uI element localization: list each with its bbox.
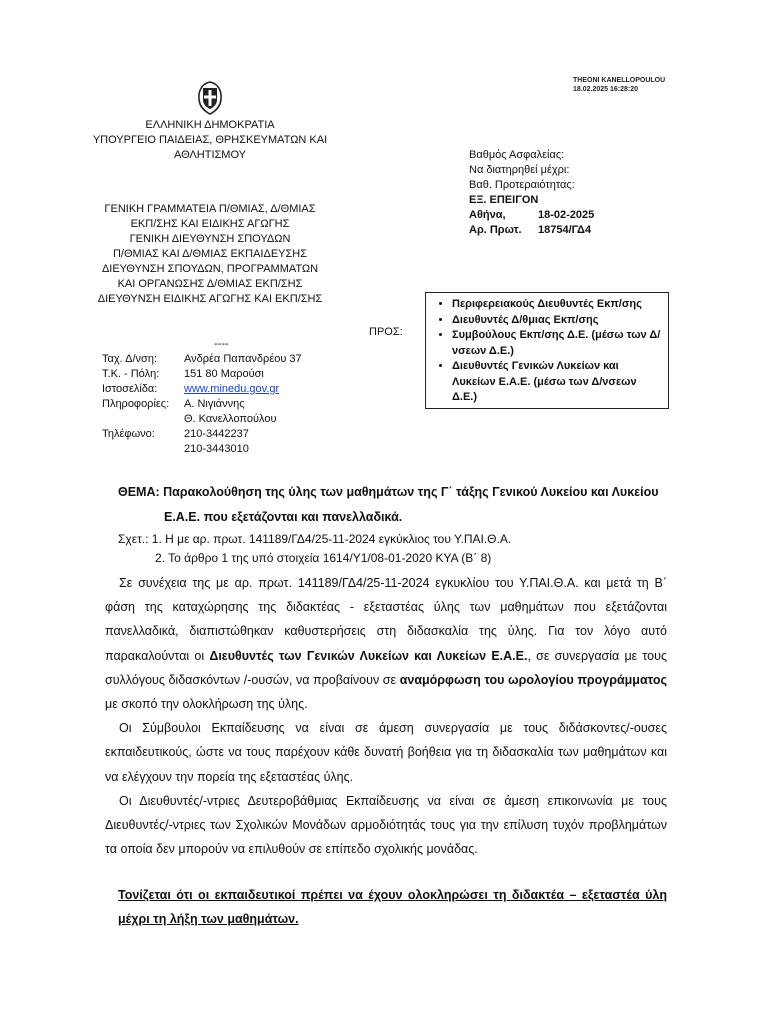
postal-value: 151 80 Μαρούσι <box>184 368 264 380</box>
country-name: ΕΛΛΗΝΙΚΗ ΔΗΜΟΚΡΑΤΙΑ <box>145 119 275 131</box>
signature-name: THEONI KANELLOPOULOU <box>573 77 666 84</box>
website-link[interactable]: www.minedu.gov.gr <box>184 383 280 395</box>
signature-timestamp: 18.02.2025 16:28:20 <box>573 86 638 93</box>
info-person-1: Α. Νιγιάννης <box>184 398 245 410</box>
body-paragraph-3: Οι Διευθυντές/-ντριες Δευτεροβάθμιας Εκπαίδευσης να είναι σε άμεση επικοινωνία με τους Διευθυντές/-ντριες των Σχολικών Μονάδων αρμοδιότητάς τους για την επίλυση τυχόν προβλημάτων τα οποία δεν μπορούν να επιλυθούν σε επίπεδο σχολικής μονάδας. <box>105 793 667 857</box>
urgent-badge: ΕΞ. ΕΠΕΙΓΟΝ <box>469 194 539 206</box>
digital-signature <box>573 76 665 94</box>
document-body <box>105 571 667 861</box>
final-emphasis: Τονίζεται ότι οι εκπαιδευτικοί πρέπει να έχουν ολοκληρώσει τη διδακτέα – εξεταστέα ύλη μέχρι τη λήξη των μαθημάτων. <box>118 888 667 926</box>
info-person-2: Θ. Κανελλοπούλου <box>184 413 277 425</box>
protocol-number: 18754/ΓΔ4 <box>538 224 592 236</box>
to-label: ΠΡΟΣ: <box>369 326 403 338</box>
emphasis-principals: Διευθυντές των Γενικών Λυκείων και Λυκείων Ε.Α.Ε. <box>209 648 528 663</box>
body-paragraph-1 <box>105 571 667 716</box>
text-run: με σκοπό την ολοκλήρωση της ύλης. <box>105 697 308 712</box>
text-run: Σε συνέχεια της με αρ. πρωτ. 141189/ΓΔ4/25-11-2024 εγκυκλίου του Υ.ΠΑΙ.Θ.Α. και μετά τη Β΄ φάση της καταχώρησης της διδακτέας - εξεταστέας ύλης των μαθημάτων που εξετάζονται πανελλαδικά, διαπιστώθηκαν καθυστερήσεις στη διδασκαλία της ύλης. Για τον λόγο αυτό παρακαλούνται οι <box>105 576 667 663</box>
priority-level: Βαθ. Προτεραιότητας: <box>469 179 575 191</box>
phone-1: 210-3442237 <box>184 428 249 440</box>
subject-line2: Ε.Α.Ε. που εξετάζονται και πανελλαδικά. <box>164 510 403 524</box>
document-date: 18-02-2025 <box>538 209 595 221</box>
phone-label: Τηλέφωνο: <box>102 428 155 440</box>
phone-2: 210-3443010 <box>184 443 249 455</box>
document-meta <box>469 148 594 238</box>
address-value: Ανδρέα Παπανδρέου 37 <box>184 353 302 365</box>
city-label: Αθήνα, <box>469 209 506 221</box>
security-level: Βαθμός Ασφαλείας: <box>469 149 565 161</box>
recipient-item: • Διευθυντές Δ/θμιας Εκπ/σης <box>452 313 662 329</box>
subject-line1: ΘΕΜΑ: Παρακολούθηση της ύλης των μαθημάτων της Γ΄ τάξης Γενικού Λυκείου και Λυκείου <box>118 485 659 499</box>
info-label: Πληροφορίες: <box>102 398 170 410</box>
emphasis-schedule: αναμόρφωση του ωρολογίου προγράμματος <box>399 672 667 687</box>
contact-info <box>102 352 302 457</box>
keep-until: Να διατηρηθεί μέχρι: <box>469 164 570 176</box>
separator: ---- <box>214 338 229 350</box>
recipient-item: • Συμβούλους Εκπ/σης Δ.Ε. (μέσω των Δ/νσεων Δ.Ε.) <box>452 328 662 359</box>
department-line: Π/ΘΜΙΑΣ ΚΑΙ Δ/ΘΜΙΑΣ ΕΚΠΑΙΔΕΥΣΗΣ <box>112 248 308 260</box>
department-line: ΔΙΕΥΘΥΝΣΗ ΣΠΟΥΔΩΝ, ΠΡΟΓΡΑΜΜΑΤΩΝ <box>101 263 319 275</box>
department-line: ΕΚΠ/ΣΗΣ ΚΑΙ ΕΙΔΙΚΗΣ ΑΓΩΓΗΣ <box>130 218 290 230</box>
reference-1: Σχετ.: 1. Η με αρ. πρωτ. 141189/ΓΔ4/25-11-2024 εγκύκλιος του Υ.ΠΑΙ.Θ.Α. <box>118 532 512 546</box>
department-block <box>80 202 340 307</box>
department-line: ΓΕΝΙΚΗ ΔΙΕΥΘΥΝΣΗ ΣΠΟΥΔΩΝ <box>129 233 291 245</box>
recipients-box <box>425 292 669 409</box>
references <box>118 530 511 568</box>
subject <box>118 480 678 530</box>
greek-coat-of-arms-icon <box>192 80 228 116</box>
ministry-name-line2: ΑΘΛΗΤΙΣΜΟΥ <box>173 149 247 161</box>
reference-2: 2. Το άρθρο 1 της υπό στοιχεία 1614/Υ1/08-01-2020 ΚΥΑ (Β΄ 8) <box>155 551 492 565</box>
text-run: , σε συνεργασία με τους συλλόγους διδασκόντων /-ουσών, να προβαίνουν σε <box>105 648 667 687</box>
website-label: Ιστοσελίδα: <box>102 383 158 395</box>
recipient-item: • Περιφερειακούς Διευθυντές Εκπ/σης <box>452 297 662 313</box>
body-paragraph-2: Οι Σύμβουλοι Εκπαίδευσης να είναι σε άμεση συνεργασία με τους διδάσκοντες/-ουσες εκπαιδευτικούς, ώστε να τους παρέχουν κάθε δυνατή βοήθεια για τη διδασκαλία των μαθημάτων και να ελέγχουν την πορεία της εξεταστέας ύλης. <box>105 721 667 784</box>
postal-label: Τ.Κ. - Πόλη: <box>102 368 160 380</box>
protocol-label: Αρ. Πρωτ. <box>469 224 522 236</box>
department-line: ΓΕΝΙΚΗ ΓΡΑΜΜΑΤΕΙΑ Π/ΘΜΙΑΣ, Δ/ΘΜΙΑΣ <box>104 203 316 215</box>
address-label: Ταχ. Δ/νση: <box>102 353 158 365</box>
ministry-header <box>80 118 340 163</box>
department-line: ΔΙΕΥΘΥΝΣΗ ΕΙΔΙΚΗΣ ΑΓΩΓΗΣ ΚΑΙ ΕΚΠ/ΣΗΣ <box>97 293 323 305</box>
ministry-name-line1: ΥΠΟΥΡΓΕΙΟ ΠΑΙΔΕΙΑΣ, ΘΡΗΣΚΕΥΜΑΤΩΝ ΚΑΙ <box>92 134 328 146</box>
department-line: ΚΑΙ ΟΡΓΑΝΩΣΗΣ Δ/ΘΜΙΑΣ ΕΚΠ/ΣΗΣ <box>117 278 303 290</box>
recipient-item: • Διευθυντές Γενικών Λυκείων και Λυκείων Ε.Α.Ε. (μέσω των Δ/νσεων Δ.Ε.) <box>452 359 662 406</box>
